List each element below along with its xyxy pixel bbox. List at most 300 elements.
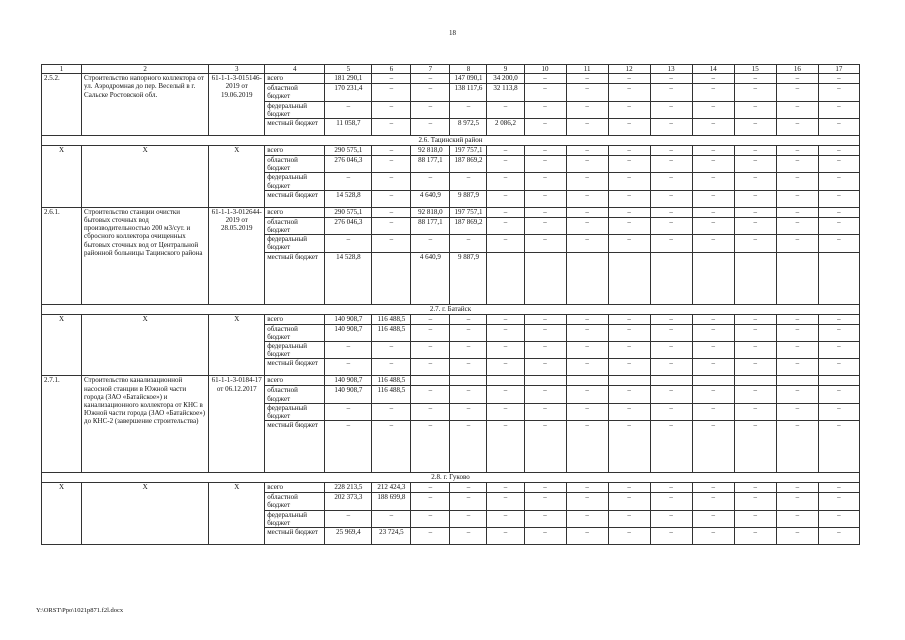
value-cell: – bbox=[566, 101, 608, 118]
column-number: 1 bbox=[42, 65, 82, 74]
value-cell: – bbox=[411, 359, 450, 376]
value-cell: – bbox=[818, 74, 859, 84]
value-cell: – bbox=[372, 421, 411, 473]
value-cell: – bbox=[650, 483, 692, 493]
value-cell: 116 488,5 bbox=[372, 376, 411, 386]
value-cell: 138 117,6 bbox=[450, 84, 487, 101]
value-cell: – bbox=[776, 235, 818, 252]
funding-source: всего bbox=[265, 376, 325, 386]
value-cell: – bbox=[450, 483, 487, 493]
value-cell: – bbox=[450, 235, 487, 252]
value-cell: – bbox=[487, 173, 524, 190]
value-cell bbox=[608, 376, 650, 386]
value-cell: – bbox=[692, 74, 734, 84]
funding-source: федеральный бюджет bbox=[265, 403, 325, 420]
section-heading-row bbox=[42, 304, 860, 314]
value-cell: 188 699,8 bbox=[372, 493, 411, 510]
value-cell: – bbox=[692, 342, 734, 359]
value-cell: – bbox=[692, 421, 734, 473]
value-cell bbox=[776, 376, 818, 386]
value-cell: – bbox=[372, 173, 411, 190]
value-cell: – bbox=[692, 314, 734, 324]
funding-source: федеральный бюджет bbox=[265, 173, 325, 190]
value-cell: – bbox=[734, 119, 776, 136]
item-code: 61-1-1-3-0184-17 от 06.12.2017 bbox=[209, 376, 265, 473]
value-cell: – bbox=[411, 342, 450, 359]
value-cell: – bbox=[524, 510, 566, 527]
value-cell: – bbox=[566, 207, 608, 217]
column-number: 10 bbox=[524, 65, 566, 74]
value-cell: – bbox=[776, 314, 818, 324]
value-cell: – bbox=[650, 359, 692, 376]
section-heading: 2.6. Тацинский район bbox=[42, 136, 860, 146]
value-cell: – bbox=[692, 146, 734, 156]
item-number: 2.5.2. bbox=[42, 74, 82, 136]
value-cell: – bbox=[608, 342, 650, 359]
value-cell: – bbox=[372, 101, 411, 118]
value-cell bbox=[608, 252, 650, 304]
value-cell: – bbox=[411, 119, 450, 136]
value-cell: – bbox=[325, 510, 372, 527]
value-cell: – bbox=[450, 510, 487, 527]
funding-source: местный бюджет bbox=[265, 421, 325, 473]
value-cell: – bbox=[692, 403, 734, 420]
value-cell: – bbox=[608, 510, 650, 527]
value-cell: 202 373,3 bbox=[325, 493, 372, 510]
value-cell: – bbox=[608, 84, 650, 101]
value-cell: – bbox=[450, 324, 487, 341]
value-cell: – bbox=[524, 421, 566, 473]
value-cell: – bbox=[608, 207, 650, 217]
value-cell: 14 528,8 bbox=[325, 190, 372, 207]
value-cell: – bbox=[411, 324, 450, 341]
value-cell: – bbox=[372, 190, 411, 207]
value-cell: – bbox=[566, 324, 608, 341]
value-cell: 197 757,1 bbox=[450, 146, 487, 156]
value-cell: 116 488,5 bbox=[372, 324, 411, 341]
value-cell: 187 869,2 bbox=[450, 156, 487, 173]
value-cell: – bbox=[608, 235, 650, 252]
value-cell: – bbox=[734, 146, 776, 156]
column-number: 14 bbox=[692, 65, 734, 74]
column-number: 4 bbox=[265, 65, 325, 74]
funding-source: всего bbox=[265, 74, 325, 84]
value-cell: – bbox=[325, 421, 372, 473]
value-cell: 197 757,1 bbox=[450, 207, 487, 217]
value-cell: – bbox=[776, 483, 818, 493]
value-cell: – bbox=[608, 403, 650, 420]
value-cell: – bbox=[818, 314, 859, 324]
value-cell: 92 818,0 bbox=[411, 207, 450, 217]
value-cell: – bbox=[524, 101, 566, 118]
value-cell: – bbox=[818, 324, 859, 341]
value-cell: – bbox=[776, 119, 818, 136]
value-cell: – bbox=[566, 217, 608, 234]
file-path-footer: Y:\ORST\Ppo\1021p871.f2l.docx bbox=[36, 607, 124, 614]
value-cell: – bbox=[608, 190, 650, 207]
value-cell: – bbox=[734, 403, 776, 420]
value-cell: – bbox=[608, 101, 650, 118]
section-heading-row bbox=[42, 136, 860, 146]
value-cell bbox=[818, 252, 859, 304]
value-cell: – bbox=[487, 421, 524, 473]
value-cell: – bbox=[734, 207, 776, 217]
value-cell: – bbox=[776, 403, 818, 420]
value-cell: – bbox=[650, 119, 692, 136]
value-cell: – bbox=[734, 421, 776, 473]
value-cell: – bbox=[524, 217, 566, 234]
value-cell: – bbox=[524, 146, 566, 156]
value-cell: – bbox=[566, 146, 608, 156]
value-cell: – bbox=[372, 119, 411, 136]
value-cell bbox=[734, 252, 776, 304]
value-cell: – bbox=[524, 342, 566, 359]
value-cell: – bbox=[372, 342, 411, 359]
item-code: 61-1-1-3-015146-2019 от 19.06.2019 bbox=[209, 74, 265, 136]
value-cell: – bbox=[818, 528, 859, 545]
column-number: 6 bbox=[372, 65, 411, 74]
value-cell: – bbox=[487, 403, 524, 420]
table-row bbox=[42, 146, 860, 156]
value-cell bbox=[372, 252, 411, 304]
table-row bbox=[42, 74, 860, 84]
value-cell bbox=[524, 376, 566, 386]
value-cell: – bbox=[487, 359, 524, 376]
value-cell: 276 046,3 bbox=[325, 156, 372, 173]
value-cell: – bbox=[487, 156, 524, 173]
value-cell: – bbox=[524, 235, 566, 252]
value-cell bbox=[650, 376, 692, 386]
table-row bbox=[42, 483, 860, 493]
column-number: 5 bbox=[325, 65, 372, 74]
value-cell: – bbox=[692, 217, 734, 234]
value-cell: – bbox=[818, 483, 859, 493]
value-cell: 88 177,1 bbox=[411, 217, 450, 234]
value-cell: – bbox=[650, 101, 692, 118]
funding-source: областной бюджет bbox=[265, 84, 325, 101]
value-cell: – bbox=[818, 84, 859, 101]
value-cell: 2 086,2 bbox=[487, 119, 524, 136]
value-cell: 23 724,5 bbox=[372, 528, 411, 545]
value-cell: – bbox=[411, 235, 450, 252]
value-cell: 9 887,9 bbox=[450, 252, 487, 304]
value-cell: – bbox=[650, 403, 692, 420]
value-cell: – bbox=[734, 235, 776, 252]
value-cell: – bbox=[487, 314, 524, 324]
value-cell: – bbox=[776, 146, 818, 156]
value-cell: – bbox=[818, 119, 859, 136]
value-cell: – bbox=[372, 84, 411, 101]
item-name: Х bbox=[82, 483, 209, 545]
value-cell: – bbox=[734, 101, 776, 118]
value-cell: – bbox=[524, 324, 566, 341]
item-number: Х bbox=[42, 146, 82, 208]
value-cell: 8 972,5 bbox=[450, 119, 487, 136]
value-cell: – bbox=[450, 101, 487, 118]
value-cell: – bbox=[372, 74, 411, 84]
value-cell: 276 046,3 bbox=[325, 217, 372, 234]
value-cell: – bbox=[650, 342, 692, 359]
value-cell: – bbox=[566, 342, 608, 359]
value-cell: – bbox=[776, 156, 818, 173]
item-number: 2.6.1. bbox=[42, 207, 82, 304]
funding-source: местный бюджет bbox=[265, 119, 325, 136]
value-cell: – bbox=[776, 173, 818, 190]
value-cell: – bbox=[487, 235, 524, 252]
funding-source: всего bbox=[265, 483, 325, 493]
value-cell: – bbox=[566, 173, 608, 190]
value-cell: 14 528,8 bbox=[325, 252, 372, 304]
value-cell: – bbox=[608, 74, 650, 84]
value-cell: – bbox=[818, 386, 859, 403]
value-cell: – bbox=[818, 403, 859, 420]
value-cell: 212 424,3 bbox=[372, 483, 411, 493]
value-cell: – bbox=[818, 207, 859, 217]
value-cell: – bbox=[818, 421, 859, 473]
value-cell: 11 058,7 bbox=[325, 119, 372, 136]
value-cell: – bbox=[325, 173, 372, 190]
value-cell: – bbox=[450, 421, 487, 473]
value-cell: 187 869,2 bbox=[450, 217, 487, 234]
value-cell: – bbox=[325, 403, 372, 420]
value-cell: – bbox=[776, 528, 818, 545]
value-cell: – bbox=[692, 119, 734, 136]
funding-source: федеральный бюджет bbox=[265, 235, 325, 252]
value-cell: – bbox=[450, 359, 487, 376]
value-cell: – bbox=[487, 324, 524, 341]
value-cell: – bbox=[776, 421, 818, 473]
value-cell: – bbox=[608, 324, 650, 341]
value-cell: – bbox=[650, 74, 692, 84]
value-cell: – bbox=[650, 314, 692, 324]
column-number: 13 bbox=[650, 65, 692, 74]
value-cell: – bbox=[734, 510, 776, 527]
value-cell: – bbox=[650, 207, 692, 217]
value-cell bbox=[450, 376, 487, 386]
value-cell: – bbox=[734, 156, 776, 173]
value-cell: – bbox=[566, 421, 608, 473]
value-cell: – bbox=[734, 173, 776, 190]
value-cell: – bbox=[650, 146, 692, 156]
funding-source: областной бюджет bbox=[265, 386, 325, 403]
value-cell: – bbox=[608, 493, 650, 510]
value-cell: – bbox=[372, 156, 411, 173]
value-cell: – bbox=[372, 146, 411, 156]
value-cell: – bbox=[734, 190, 776, 207]
item-number: 2.7.1. bbox=[42, 376, 82, 473]
value-cell: – bbox=[566, 74, 608, 84]
value-cell: – bbox=[650, 217, 692, 234]
value-cell: – bbox=[524, 207, 566, 217]
value-cell bbox=[734, 376, 776, 386]
value-cell: – bbox=[450, 386, 487, 403]
funding-source: всего bbox=[265, 146, 325, 156]
value-cell: – bbox=[692, 324, 734, 341]
funding-source: областной бюджет bbox=[265, 493, 325, 510]
value-cell: – bbox=[776, 386, 818, 403]
value-cell: – bbox=[650, 510, 692, 527]
value-cell: – bbox=[487, 386, 524, 403]
value-cell: – bbox=[372, 403, 411, 420]
value-cell: – bbox=[776, 84, 818, 101]
funding-source: федеральный бюджет bbox=[265, 101, 325, 118]
funding-source: областной бюджет bbox=[265, 217, 325, 234]
value-cell: – bbox=[566, 403, 608, 420]
value-cell: – bbox=[650, 84, 692, 101]
value-cell: – bbox=[325, 235, 372, 252]
value-cell: 140 908,7 bbox=[325, 324, 372, 341]
value-cell bbox=[818, 376, 859, 386]
value-cell: – bbox=[776, 510, 818, 527]
value-cell: – bbox=[487, 207, 524, 217]
value-cell: 140 908,7 bbox=[325, 386, 372, 403]
value-cell: – bbox=[524, 359, 566, 376]
value-cell: – bbox=[734, 324, 776, 341]
value-cell: – bbox=[734, 84, 776, 101]
value-cell bbox=[566, 376, 608, 386]
item-code: Х bbox=[209, 314, 265, 376]
value-cell: – bbox=[450, 314, 487, 324]
value-cell: – bbox=[692, 156, 734, 173]
value-cell: – bbox=[608, 156, 650, 173]
column-number: 11 bbox=[566, 65, 608, 74]
funding-source: всего bbox=[265, 314, 325, 324]
value-cell: – bbox=[524, 403, 566, 420]
column-number: 8 bbox=[450, 65, 487, 74]
value-cell: – bbox=[650, 386, 692, 403]
value-cell bbox=[487, 252, 524, 304]
value-cell: – bbox=[524, 493, 566, 510]
value-cell: – bbox=[524, 119, 566, 136]
value-cell: 32 113,8 bbox=[487, 84, 524, 101]
value-cell: – bbox=[524, 173, 566, 190]
column-number: 17 bbox=[818, 65, 859, 74]
value-cell: – bbox=[487, 510, 524, 527]
item-name: Х bbox=[82, 314, 209, 376]
section-heading: 2.8. г. Гуково bbox=[42, 473, 860, 483]
value-cell: – bbox=[818, 101, 859, 118]
value-cell: – bbox=[692, 359, 734, 376]
value-cell: – bbox=[734, 359, 776, 376]
value-cell: – bbox=[411, 421, 450, 473]
column-number: 12 bbox=[608, 65, 650, 74]
value-cell: – bbox=[566, 493, 608, 510]
funding-source: местный бюджет bbox=[265, 528, 325, 545]
value-cell: – bbox=[566, 235, 608, 252]
value-cell: – bbox=[608, 483, 650, 493]
value-cell: 228 213,5 bbox=[325, 483, 372, 493]
value-cell: 140 908,7 bbox=[325, 376, 372, 386]
value-cell: – bbox=[411, 528, 450, 545]
value-cell: – bbox=[608, 421, 650, 473]
value-cell bbox=[650, 252, 692, 304]
value-cell: – bbox=[734, 74, 776, 84]
value-cell: – bbox=[372, 217, 411, 234]
value-cell: – bbox=[487, 190, 524, 207]
value-cell: – bbox=[692, 207, 734, 217]
value-cell: – bbox=[524, 190, 566, 207]
value-cell bbox=[566, 252, 608, 304]
funding-source: федеральный бюджет bbox=[265, 510, 325, 527]
value-cell: – bbox=[692, 84, 734, 101]
value-cell: – bbox=[487, 342, 524, 359]
budget-table bbox=[41, 64, 860, 545]
item-name: Строительство станции очистки бытовых сточных вод производительностью 200 м3/сут. и сбросного коллектора очищенных бытовых сточных вод от Центральной районной больницы Тацинского района bbox=[82, 207, 209, 304]
value-cell: – bbox=[692, 510, 734, 527]
value-cell: 116 488,5 bbox=[372, 314, 411, 324]
value-cell: – bbox=[524, 314, 566, 324]
value-cell: 34 200,0 bbox=[487, 74, 524, 84]
value-cell: 4 640,9 bbox=[411, 252, 450, 304]
value-cell: 88 177,1 bbox=[411, 156, 450, 173]
value-cell: – bbox=[650, 235, 692, 252]
value-cell: – bbox=[524, 483, 566, 493]
column-number: 7 bbox=[411, 65, 450, 74]
value-cell: – bbox=[487, 101, 524, 118]
value-cell: – bbox=[325, 342, 372, 359]
value-cell: – bbox=[650, 493, 692, 510]
item-number: Х bbox=[42, 314, 82, 376]
value-cell: – bbox=[608, 119, 650, 136]
value-cell: – bbox=[692, 483, 734, 493]
section-heading-row bbox=[42, 473, 860, 483]
value-cell: – bbox=[411, 74, 450, 84]
value-cell: – bbox=[524, 528, 566, 545]
value-cell: – bbox=[776, 493, 818, 510]
value-cell: – bbox=[818, 217, 859, 234]
value-cell bbox=[487, 376, 524, 386]
table-row bbox=[42, 376, 860, 386]
value-cell: 140 908,7 bbox=[325, 314, 372, 324]
value-cell: 9 887,9 bbox=[450, 190, 487, 207]
value-cell: – bbox=[692, 235, 734, 252]
value-cell: – bbox=[566, 510, 608, 527]
value-cell: – bbox=[734, 314, 776, 324]
column-number: 16 bbox=[776, 65, 818, 74]
value-cell: – bbox=[818, 156, 859, 173]
value-cell: – bbox=[566, 528, 608, 545]
value-cell: – bbox=[411, 483, 450, 493]
value-cell: – bbox=[692, 528, 734, 545]
value-cell: – bbox=[411, 403, 450, 420]
value-cell: – bbox=[372, 207, 411, 217]
value-cell: – bbox=[411, 84, 450, 101]
value-cell: – bbox=[608, 359, 650, 376]
value-cell: – bbox=[818, 493, 859, 510]
value-cell bbox=[692, 376, 734, 386]
value-cell: – bbox=[776, 324, 818, 341]
value-cell: – bbox=[818, 146, 859, 156]
column-number-row bbox=[42, 65, 860, 74]
value-cell: 116 488,5 bbox=[372, 386, 411, 403]
value-cell: – bbox=[566, 119, 608, 136]
column-number: 9 bbox=[487, 65, 524, 74]
item-code: Х bbox=[209, 483, 265, 545]
item-name: Х bbox=[82, 146, 209, 208]
value-cell: – bbox=[650, 528, 692, 545]
funding-source: областной бюджет bbox=[265, 324, 325, 341]
value-cell: 147 090,1 bbox=[450, 74, 487, 84]
value-cell: – bbox=[776, 217, 818, 234]
value-cell: – bbox=[566, 314, 608, 324]
value-cell: 92 818,0 bbox=[411, 146, 450, 156]
value-cell: – bbox=[776, 359, 818, 376]
value-cell: – bbox=[818, 359, 859, 376]
value-cell: – bbox=[566, 190, 608, 207]
value-cell: 25 969,4 bbox=[325, 528, 372, 545]
value-cell: – bbox=[450, 493, 487, 510]
item-name: Строительство напорного коллектора от ул. Аэродромная до пер. Веселый в г. Сальске Ростовской обл. bbox=[82, 74, 209, 136]
